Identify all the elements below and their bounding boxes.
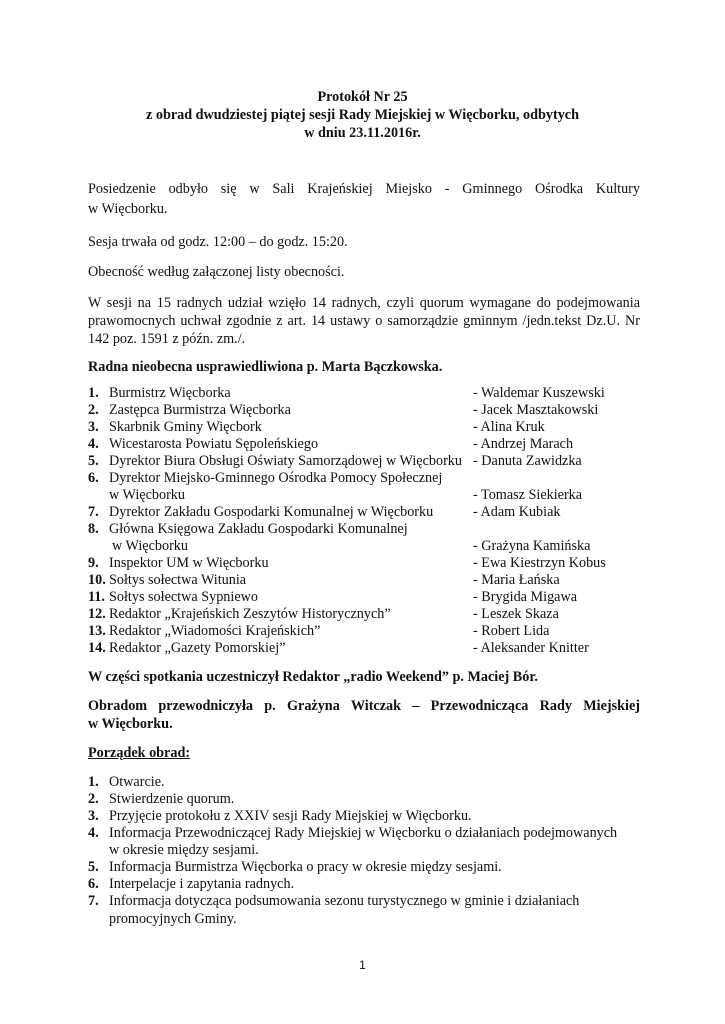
guest-title: Burmistrz Więcborka — [109, 385, 231, 401]
agenda-number: 2. — [88, 791, 99, 807]
agenda-item — [88, 774, 640, 791]
agenda-text: Otwarcie. — [109, 774, 165, 790]
guest-name: - Tomasz Siekierka — [473, 487, 583, 503]
agenda-text-continued: w okresie między sesjami. — [109, 842, 259, 858]
guest-item — [88, 419, 640, 436]
guest-item — [88, 640, 640, 657]
guest-number: 5. — [88, 453, 99, 469]
agenda-item — [88, 791, 640, 808]
guest-title: Dyrektor Zakładu Gospodarki Komunalnej w Więcborku — [109, 504, 434, 520]
guest-item — [88, 555, 640, 572]
guest-number: 2. — [88, 402, 99, 418]
agenda-number: 4. — [88, 825, 99, 841]
guest-title: Główna Księgowa Zakładu Gospodarki Komunalnej — [109, 521, 408, 537]
quorum-line-2: prawomocnych uchwał zgodnie z art. 14 ustawy o samorządzie gminnym /jedn.tekst Dz.U. Nr — [88, 313, 640, 329]
guest-number: 14. — [88, 640, 106, 656]
guest-name: - Andrzej Marach — [473, 436, 574, 452]
quorum-line-3: 142 poz. 1591 z późn. zm./. — [88, 331, 246, 347]
guest-name: - Brygida Migawa — [473, 589, 578, 605]
guest-item — [88, 623, 640, 640]
agenda-heading — [88, 744, 640, 762]
guest-title: Dyrektor Biura Obsługi Oświaty Samorządowej w Więcborku — [109, 453, 462, 469]
guest-item-continuation — [88, 538, 640, 555]
agenda-text: Informacja Przewodniczącej Rady Miejskiej w Więcborku o działaniach podejmowanych — [109, 825, 618, 841]
agenda-number: 6. — [88, 876, 99, 892]
agenda-item — [88, 893, 640, 910]
guest-name: - Maria Łańska — [473, 572, 560, 588]
guest-number: 10. — [88, 572, 106, 588]
agenda-text: Stwierdzenie quorum. — [109, 791, 235, 807]
guest-number: 8. — [88, 521, 99, 537]
guest-item — [88, 572, 640, 589]
agenda-heading-text: Porządek obrad: — [88, 745, 191, 761]
agenda-number: 7. — [88, 893, 99, 909]
quorum-line-1: W sesji na 15 radnych udział wzięło 14 radnych, czyli quorum wymagane do podejmowania — [88, 295, 640, 311]
guest-title: Redaktor „Wiadomości Krajeńskich” — [109, 623, 321, 639]
guest-title: Sołtys sołectwa Witunia — [109, 572, 247, 588]
guest-title: Skarbnik Gminy Więcbork — [109, 419, 262, 435]
guest-item — [88, 504, 640, 521]
agenda-text: Interpelacje i zapytania radnych. — [109, 876, 295, 892]
protocol-subtitle: z obrad dwudziestej piątej sesji Rady Miejskiej w Więcborku, odbytych — [146, 107, 579, 123]
protocol-date: w dniu 23.11.2016r. — [304, 125, 421, 141]
agenda-text: Przyjęcie protokołu z XXIV sesji Rady Miejskiej w Więcborku. — [109, 808, 472, 824]
agenda-item — [88, 876, 640, 893]
guest-item — [88, 589, 640, 606]
agenda-item — [88, 859, 640, 876]
guest-number: 7. — [88, 504, 99, 520]
radio-guest-note: W części spotkania uczestniczył Redaktor „radio Weekend” p. Maciej Bór. — [88, 669, 538, 685]
agenda-number: 3. — [88, 808, 99, 824]
guest-title: Wicestarosta Powiatu Sępoleńskiego — [109, 436, 319, 452]
guest-number: 9. — [88, 555, 99, 571]
guest-title: Redaktor „Krajeńskich Zeszytów Historycznych” — [109, 606, 391, 622]
guest-number: 4. — [88, 436, 99, 452]
agenda-item — [88, 808, 640, 825]
guest-item — [88, 385, 640, 402]
guest-name: - Adam Kubiak — [473, 504, 561, 520]
agenda-item-continuation — [88, 842, 640, 859]
guest-item — [88, 453, 640, 470]
protocol-title: Protokół Nr 25 — [317, 89, 408, 105]
guest-name: - Waldemar Kuszewski — [473, 385, 605, 401]
venue-line-2: w Więcborku. — [88, 201, 168, 217]
agenda-text: Informacja dotycząca podsumowania sezonu turystycznego w gminie i działaniach — [109, 893, 580, 909]
guest-number: 13. — [88, 623, 106, 639]
guest-number: 11. — [88, 589, 105, 605]
agenda-text: Informacja Burmistrza Więcborka o pracy w okresie między sesjami. — [109, 859, 502, 875]
guest-number: 12. — [88, 606, 106, 622]
guest-title: Zastępca Burmistrza Więcborka — [109, 402, 291, 418]
page-number: 1 — [359, 958, 366, 972]
guest-number: 3. — [88, 419, 99, 435]
guest-name: - Robert Lida — [473, 623, 550, 639]
guest-title: Inspektor UM w Więcborku — [109, 555, 269, 571]
guest-title-continued: w Więcborku — [109, 487, 185, 503]
absent-councillor: Radna nieobecna usprawiedliwiona p. Marta Bączkowska. — [88, 359, 443, 375]
guest-name: - Ewa Kiestrzyn Kobus — [473, 555, 606, 571]
guest-item — [88, 470, 640, 487]
guest-name: - Grażyna Kamińska — [473, 538, 591, 554]
guest-item — [88, 402, 640, 419]
chair-line-2: w Więcborku. — [88, 716, 173, 732]
guest-name: - Aleksander Knitter — [473, 640, 589, 656]
guest-name: - Leszek Skaza — [473, 606, 559, 622]
session-time: Sesja trwała od godz. 12:00 – do godz. 15:20. — [88, 234, 348, 250]
guest-item — [88, 436, 640, 453]
guest-name: - Alina Kruk — [473, 419, 545, 435]
venue-line-1: Posiedzenie odbyło się w Sali Krajeńskiej Miejsko - Gminnego Ośrodka Kultury — [88, 181, 640, 197]
attendance-note: Obecność według załączonej listy obecności. — [88, 264, 345, 280]
agenda-number: 1. — [88, 774, 99, 790]
guest-item-continuation — [88, 487, 640, 504]
agenda-number: 5. — [88, 859, 99, 875]
chair-line-1: Obradom przewodniczyła p. Grażyna Witczak – Przewodnicząca Rady Miejskiej — [88, 698, 640, 714]
guest-item — [88, 521, 640, 538]
guest-number: 6. — [88, 470, 99, 486]
guest-title: Dyrektor Miejsko-Gminnego Ośrodka Pomocy Społecznej — [109, 470, 443, 486]
agenda-text-continued: promocyjnych Gminy. — [109, 911, 237, 927]
guest-name: - Jacek Masztakowski — [473, 402, 599, 418]
guest-title: Redaktor „Gazety Pomorskiej” — [109, 640, 286, 656]
guest-title: Sołtys sołectwa Sypniewo — [109, 589, 258, 605]
guest-name: - Danuta Zawidzka — [473, 453, 582, 469]
agenda-item-continuation — [88, 911, 640, 928]
agenda-item — [88, 825, 640, 842]
guest-item — [88, 606, 640, 623]
guest-title-continued: w Więcborku — [112, 538, 188, 554]
guest-number: 1. — [88, 385, 99, 401]
